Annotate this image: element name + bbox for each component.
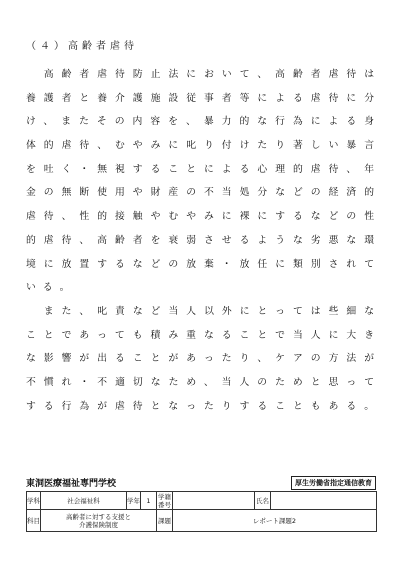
subject-value-line: 高齢者に対する支援と [66,512,131,521]
subject-value-line: 介護保険制度 [79,520,118,529]
department-value: 社会福祉科 [41,492,127,510]
text-line: 養護者と養介護施設従事者等による虐待に分 [26,92,374,104]
text-line: 高齢者虐待防止法において、高齢者虐待は [26,69,374,80]
section-heading: （４）高齢者虐待 [26,41,138,52]
text-line: 境に放置するなどの放棄・放任に類別されて [26,258,374,270]
name-label: 氏名 [255,492,271,510]
text-line: 虐待、性的接触やむやみに裸にするなどの性 [26,211,374,223]
student-number-label: 学籍番号 [158,492,171,509]
school-name: 東洞医療福祉専門学校 [26,479,117,489]
text-line: する行為が虐待となったりすることもある。 [26,400,374,412]
text-line: いる。 [26,282,77,294]
assignment-value: レポート課題2 [173,510,377,532]
text-line: を吐く・無視することによる心理的虐待、年 [26,163,374,175]
year-label: 学年 [127,492,141,510]
name-value[interactable] [271,492,377,510]
report-body [26,63,374,418]
department-label: 学科 [27,492,41,510]
text-line: 的虐待、高齢者を衰弱させるような劣悪な環 [26,234,374,246]
ministry-label: 厚生労働省指定通信教育 [291,476,376,490]
student-number-value[interactable] [173,492,255,510]
text-line: な影響が出ることがあったり、ケアの方法が [26,353,374,365]
text-line: また、叱責など当人以外にとっては些細な [26,305,374,317]
subject-value [41,510,157,532]
text-line: ことであっても積み重なることで当人に大き [26,329,374,341]
text-line: け、またその内容を、暴力的な行為による身 [26,116,374,128]
year-value: 1 [141,492,157,510]
text-line: 不慣れ・不適切なため、当人のためと思って [26,376,374,388]
student-info-table [26,491,377,532]
text-line: 金の無断使用や財産の不当処分などの経済的 [26,187,374,199]
text-line: 体的虐待、むやみに叱り付けたり著しい暴言 [26,140,374,152]
assignment-label: 課題 [157,510,173,532]
subject-label: 科目 [27,510,41,532]
report-footer [26,476,376,529]
